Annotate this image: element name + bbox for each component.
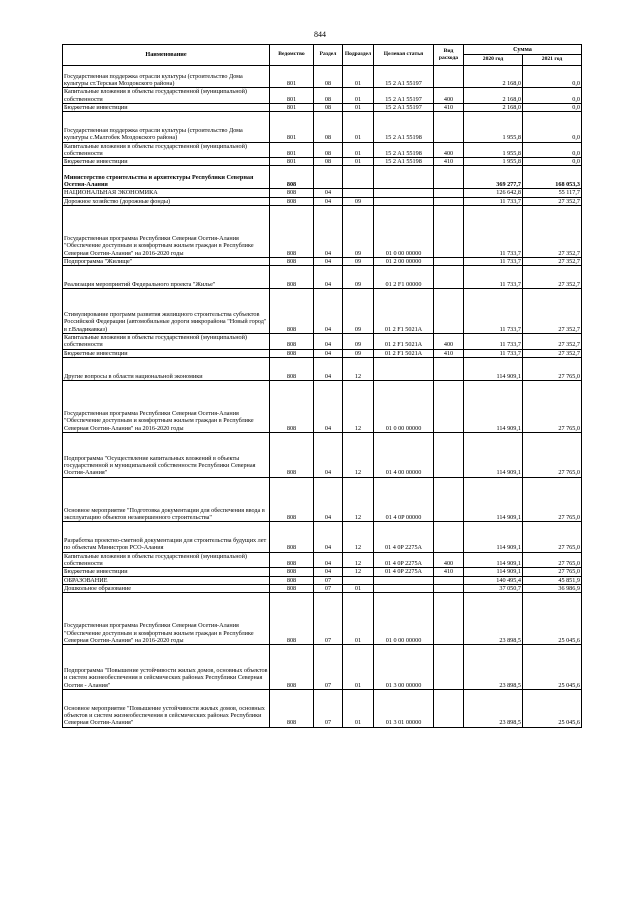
cell-expense-type — [434, 65, 464, 88]
cell-ministry: 808 — [270, 584, 314, 592]
cell-expense-type — [434, 690, 464, 728]
cell-ministry: 808 — [270, 477, 314, 522]
cell-name: Бюджетные инвестиции — [63, 104, 270, 112]
cell-expense-type — [434, 166, 464, 189]
table-row — [63, 645, 582, 690]
cell-name: Бюджетные инвестиции — [63, 349, 270, 357]
cell-subsection: 09 — [343, 258, 374, 266]
cell-target-article: 01 2 F1 5021A — [374, 334, 434, 350]
cell-target-article: 15 2 A1 55198 — [374, 142, 434, 158]
cell-sum-2021: 25 045,6 — [523, 690, 582, 728]
cell-target-article: 01 4 0P 2275A — [374, 568, 434, 576]
cell-ministry: 808 — [270, 380, 314, 432]
cell-subsection: 09 — [343, 334, 374, 350]
cell-target-article: 15 2 A1 55197 — [374, 88, 434, 104]
cell-name: Дорожное хозяйство (дорожные фонды) — [63, 197, 270, 205]
cell-ministry: 808 — [270, 349, 314, 357]
cell-sum-2021: 45 851,9 — [523, 576, 582, 584]
cell-ministry: 801 — [270, 65, 314, 88]
cell-section: 04 — [314, 432, 343, 477]
cell-name: Государственная поддержка отрасли культуры (строительство Дома культуры с.Малгобек Моздокского района) — [63, 112, 270, 142]
cell-sum-2021: 36 986,9 — [523, 584, 582, 592]
cell-ministry: 808 — [270, 645, 314, 690]
cell-target-article: 01 2 F1 5021A — [374, 349, 434, 357]
cell-expense-type: 410 — [434, 349, 464, 357]
cell-expense-type: 400 — [434, 334, 464, 350]
table-row — [63, 158, 582, 166]
cell-ministry: 808 — [270, 166, 314, 189]
header-subsection: Подраздел — [343, 45, 374, 66]
cell-sum-2020: 11 733,7 — [464, 258, 523, 266]
cell-name: Реализация мероприятий Федерального проекта "Жилье" — [63, 266, 270, 289]
cell-section: 07 — [314, 584, 343, 592]
cell-ministry: 808 — [270, 205, 314, 257]
cell-subsection: 09 — [343, 205, 374, 257]
cell-ministry: 808 — [270, 593, 314, 645]
cell-section: 08 — [314, 112, 343, 142]
cell-ministry: 808 — [270, 258, 314, 266]
cell-sum-2021: 27 352,7 — [523, 197, 582, 205]
cell-ministry: 808 — [270, 334, 314, 350]
cell-sum-2020: 140 495,4 — [464, 576, 523, 584]
cell-section — [314, 166, 343, 189]
cell-sum-2020: 11 733,7 — [464, 197, 523, 205]
cell-expense-type — [434, 432, 464, 477]
cell-ministry: 808 — [270, 432, 314, 477]
cell-sum-2020: 23 898,5 — [464, 645, 523, 690]
cell-expense-type — [434, 205, 464, 257]
cell-sum-2020: 1 955,8 — [464, 142, 523, 158]
cell-name: Основное мероприятие "Подготовка документации для обеспечения ввода в эксплуатацию объектов незавершенного строительства" — [63, 477, 270, 522]
cell-sum-2021: 168 053,3 — [523, 166, 582, 189]
cell-sum-2020: 114 909,1 — [464, 552, 523, 568]
table-row — [63, 552, 582, 568]
header-sum: Сумма — [464, 45, 582, 55]
cell-sum-2021: 27 765,0 — [523, 522, 582, 552]
table-row — [63, 357, 582, 380]
cell-sum-2021: 27 352,7 — [523, 205, 582, 257]
cell-name: Стимулирование программ развития жилищного строительства субъектов Российской Федерации (автомобильные дороги микрорайона "Новый город" в г.Владикавказ) — [63, 289, 270, 334]
cell-sum-2021: 27 352,7 — [523, 266, 582, 289]
cell-expense-type: 400 — [434, 552, 464, 568]
cell-section: 04 — [314, 289, 343, 334]
cell-target-article: 01 3 01 00000 — [374, 690, 434, 728]
table-row — [63, 166, 582, 189]
cell-section: 07 — [314, 690, 343, 728]
table-row — [63, 112, 582, 142]
cell-target-article — [374, 189, 434, 197]
cell-sum-2021: 0,0 — [523, 65, 582, 88]
cell-section: 04 — [314, 266, 343, 289]
cell-ministry: 801 — [270, 104, 314, 112]
cell-name: Подпрограмма "Жилище" — [63, 258, 270, 266]
cell-sum-2020: 2 168,0 — [464, 104, 523, 112]
cell-subsection: 01 — [343, 104, 374, 112]
cell-subsection: 01 — [343, 645, 374, 690]
cell-name: Капитальные вложения в объекты государственной (муниципальной) собственности — [63, 142, 270, 158]
cell-subsection: 01 — [343, 65, 374, 88]
cell-target-article: 01 4 0P 00000 — [374, 477, 434, 522]
cell-sum-2021: 27 765,0 — [523, 552, 582, 568]
cell-sum-2020: 369 277,7 — [464, 166, 523, 189]
cell-subsection: 12 — [343, 432, 374, 477]
cell-name: Государственная поддержка отрасли культуры (строительство Дома культуры ст.Терская Моздокского района) — [63, 65, 270, 88]
cell-ministry: 808 — [270, 266, 314, 289]
table-row — [63, 380, 582, 432]
header-target-article: Целевая статья — [374, 45, 434, 66]
budget-table — [62, 44, 582, 728]
cell-expense-type — [434, 380, 464, 432]
cell-sum-2020: 11 733,7 — [464, 334, 523, 350]
header-year-2020: 2020 год — [464, 55, 523, 65]
cell-target-article — [374, 197, 434, 205]
table-row — [63, 88, 582, 104]
cell-target-article: 01 0 00 00000 — [374, 593, 434, 645]
table-row — [63, 477, 582, 522]
cell-expense-type — [434, 593, 464, 645]
cell-sum-2020: 23 898,5 — [464, 593, 523, 645]
cell-sum-2020: 11 733,7 — [464, 349, 523, 357]
cell-expense-type — [434, 258, 464, 266]
cell-target-article: 15 2 A1 55197 — [374, 104, 434, 112]
cell-expense-type — [434, 197, 464, 205]
cell-sum-2021: 0,0 — [523, 88, 582, 104]
cell-expense-type — [434, 357, 464, 380]
header-year-2021: 2021 год — [523, 55, 582, 65]
cell-target-article: 01 4 0P 2275A — [374, 552, 434, 568]
cell-sum-2021: 27 352,7 — [523, 258, 582, 266]
cell-target-article: 01 0 00 00000 — [374, 380, 434, 432]
cell-target-article: 01 2 F1 00000 — [374, 266, 434, 289]
cell-target-article: 01 4 00 00000 — [374, 432, 434, 477]
table-row — [63, 197, 582, 205]
cell-ministry: 801 — [270, 112, 314, 142]
cell-ministry: 801 — [270, 142, 314, 158]
cell-name: Дошкольное образование — [63, 584, 270, 592]
cell-name: Подпрограмма "Повышение устойчивости жилых домов, основных объектов и систем жизнеобеспечения в сейсмических районах Республики Северная Осетия - Алания" — [63, 645, 270, 690]
cell-subsection: 12 — [343, 477, 374, 522]
cell-section: 08 — [314, 104, 343, 112]
cell-name: Государственная программа Республики Северная Осетия-Алания "Обеспечение доступным и комфортным жильем граждан в Республике Северная Осетия-Алания" на 2016-2020 годы — [63, 593, 270, 645]
cell-sum-2020: 11 733,7 — [464, 266, 523, 289]
cell-expense-type: 400 — [434, 142, 464, 158]
table-row — [63, 289, 582, 334]
table-row — [63, 349, 582, 357]
cell-sum-2020: 114 909,1 — [464, 568, 523, 576]
cell-expense-type — [434, 522, 464, 552]
cell-sum-2020: 11 733,7 — [464, 205, 523, 257]
cell-sum-2021: 25 045,6 — [523, 593, 582, 645]
table-row — [63, 266, 582, 289]
cell-expense-type: 410 — [434, 104, 464, 112]
cell-ministry: 808 — [270, 357, 314, 380]
cell-sum-2021: 27 765,0 — [523, 568, 582, 576]
cell-name: Основное мероприятие "Повышение устойчивости жилых домов, основных объектов и систем жизнеобеспечения в сейсмических районах Республики Северная Осетия-Алания" — [63, 690, 270, 728]
cell-subsection: 09 — [343, 349, 374, 357]
cell-section: 04 — [314, 197, 343, 205]
cell-sum-2021: 27 352,7 — [523, 334, 582, 350]
cell-target-article: 01 0 00 00000 — [374, 205, 434, 257]
cell-section: 08 — [314, 142, 343, 158]
header-name: Наименование — [63, 45, 270, 66]
cell-sum-2021: 25 045,6 — [523, 645, 582, 690]
cell-subsection: 01 — [343, 112, 374, 142]
cell-expense-type — [434, 645, 464, 690]
cell-section: 04 — [314, 568, 343, 576]
cell-ministry: 801 — [270, 158, 314, 166]
cell-sum-2021: 0,0 — [523, 158, 582, 166]
cell-target-article — [374, 357, 434, 380]
cell-name: Капитальные вложения в объекты государственной (муниципальной) собственности — [63, 334, 270, 350]
table-row — [63, 65, 582, 88]
cell-subsection: 12 — [343, 552, 374, 568]
cell-name: НАЦИОНАЛЬНАЯ ЭКОНОМИКА — [63, 189, 270, 197]
cell-expense-type — [434, 576, 464, 584]
cell-sum-2020: 126 642,8 — [464, 189, 523, 197]
cell-target-article — [374, 584, 434, 592]
cell-target-article — [374, 166, 434, 189]
cell-sum-2020: 1 955,8 — [464, 112, 523, 142]
cell-ministry: 808 — [270, 522, 314, 552]
cell-section: 04 — [314, 189, 343, 197]
cell-sum-2021: 27 765,0 — [523, 477, 582, 522]
cell-sum-2020: 114 909,1 — [464, 380, 523, 432]
table-row — [63, 584, 582, 592]
cell-subsection: 01 — [343, 593, 374, 645]
cell-target-article: 01 2 F1 5021A — [374, 289, 434, 334]
table-row — [63, 568, 582, 576]
cell-sum-2020: 2 168,0 — [464, 88, 523, 104]
cell-subsection: 09 — [343, 289, 374, 334]
cell-sum-2020: 114 909,1 — [464, 477, 523, 522]
cell-target-article: 01 3 00 00000 — [374, 645, 434, 690]
cell-sum-2020: 114 909,1 — [464, 522, 523, 552]
cell-section: 04 — [314, 334, 343, 350]
cell-target-article — [374, 576, 434, 584]
cell-sum-2020: 23 898,5 — [464, 690, 523, 728]
cell-subsection: 01 — [343, 158, 374, 166]
cell-sum-2020: 114 909,1 — [464, 357, 523, 380]
cell-name: Государственная программа Республики Северная Осетия-Алания "Обеспечение доступным и комфортным жильем граждан в Республике Северная Осетия-Алания" на 2016-2020 годы — [63, 205, 270, 257]
cell-subsection: 01 — [343, 584, 374, 592]
cell-section: 04 — [314, 258, 343, 266]
cell-target-article: 15 2 A1 55198 — [374, 158, 434, 166]
cell-name: Государственная программа Республики Северная Осетия-Алания "Обеспечение доступным и комфортным жильем граждан в Республике Северная Осетия-Алания" на 2016-2020 годы — [63, 380, 270, 432]
cell-section: 04 — [314, 349, 343, 357]
cell-target-article: 15 2 A1 55197 — [374, 65, 434, 88]
cell-ministry: 808 — [270, 690, 314, 728]
cell-ministry: 808 — [270, 289, 314, 334]
cell-subsection: 01 — [343, 690, 374, 728]
cell-expense-type — [434, 584, 464, 592]
cell-section: 07 — [314, 576, 343, 584]
cell-name: Другие вопросы в области национальной экономики — [63, 357, 270, 380]
cell-expense-type — [434, 189, 464, 197]
cell-section: 04 — [314, 380, 343, 432]
cell-expense-type: 410 — [434, 568, 464, 576]
cell-subsection: 12 — [343, 380, 374, 432]
table-row — [63, 189, 582, 197]
cell-name: Подпрограмма "Осуществление капитальных вложений в объекты государственной и муниципальной собственности Республики Северная Осетия-Алания" — [63, 432, 270, 477]
cell-sum-2021: 0,0 — [523, 104, 582, 112]
cell-expense-type — [434, 289, 464, 334]
table-body — [63, 65, 582, 727]
cell-name: Министерство строительства и архитектуры Республики Северная Осетия-Алания — [63, 166, 270, 189]
cell-section: 04 — [314, 205, 343, 257]
cell-name: Разработка проектно-сметной документации для строительства будущих лет по объектам Министров РСО-Алания — [63, 522, 270, 552]
header-section: Раздел — [314, 45, 343, 66]
cell-name: ОБРАЗОВАНИЕ — [63, 576, 270, 584]
table-row — [63, 104, 582, 112]
cell-section: 04 — [314, 357, 343, 380]
cell-name: Бюджетные инвестиции — [63, 568, 270, 576]
cell-expense-type — [434, 112, 464, 142]
cell-sum-2021: 0,0 — [523, 112, 582, 142]
cell-subsection: 01 — [343, 88, 374, 104]
cell-ministry: 808 — [270, 576, 314, 584]
cell-section: 08 — [314, 88, 343, 104]
cell-section: 07 — [314, 593, 343, 645]
table-row — [63, 593, 582, 645]
header-expense-type: Вид расхода — [434, 45, 464, 66]
cell-section: 04 — [314, 522, 343, 552]
cell-sum-2021: 27 765,0 — [523, 357, 582, 380]
cell-sum-2021: 0,0 — [523, 142, 582, 158]
cell-sum-2020: 2 168,0 — [464, 65, 523, 88]
cell-target-article: 01 4 0P 2275A — [374, 522, 434, 552]
header-ministry: Ведомство — [270, 45, 314, 66]
cell-target-article: 15 2 A1 55198 — [374, 112, 434, 142]
cell-expense-type: 400 — [434, 88, 464, 104]
cell-expense-type — [434, 266, 464, 289]
table-row — [63, 334, 582, 350]
cell-sum-2021: 27 765,0 — [523, 432, 582, 477]
cell-ministry: 808 — [270, 552, 314, 568]
cell-section: 08 — [314, 158, 343, 166]
table-row — [63, 142, 582, 158]
cell-expense-type: 410 — [434, 158, 464, 166]
table-row — [63, 432, 582, 477]
cell-sum-2021: 27 352,7 — [523, 289, 582, 334]
cell-ministry: 808 — [270, 568, 314, 576]
cell-section: 04 — [314, 552, 343, 568]
cell-name: Капитальные вложения в объекты государственной (муниципальной) собственности — [63, 552, 270, 568]
cell-sum-2021: 27 765,0 — [523, 380, 582, 432]
cell-sum-2021: 55 117,7 — [523, 189, 582, 197]
cell-name: Бюджетные инвестиции — [63, 158, 270, 166]
cell-name: Капитальные вложения в объекты государственной (муниципальной) собственности — [63, 88, 270, 104]
cell-sum-2021: 27 352,7 — [523, 349, 582, 357]
table-row — [63, 576, 582, 584]
cell-ministry: 801 — [270, 88, 314, 104]
table-row — [63, 258, 582, 266]
cell-subsection: 12 — [343, 357, 374, 380]
cell-subsection: 09 — [343, 266, 374, 289]
cell-subsection — [343, 166, 374, 189]
cell-sum-2020: 37 050,7 — [464, 584, 523, 592]
cell-subsection: 09 — [343, 197, 374, 205]
cell-subsection: 01 — [343, 142, 374, 158]
cell-sum-2020: 114 909,1 — [464, 432, 523, 477]
cell-subsection — [343, 189, 374, 197]
cell-target-article: 01 2 00 00000 — [374, 258, 434, 266]
table-row — [63, 522, 582, 552]
cell-section: 04 — [314, 477, 343, 522]
cell-ministry: 808 — [270, 189, 314, 197]
cell-sum-2020: 11 733,7 — [464, 289, 523, 334]
cell-subsection — [343, 576, 374, 584]
cell-subsection: 12 — [343, 568, 374, 576]
cell-expense-type — [434, 477, 464, 522]
cell-sum-2020: 1 955,8 — [464, 158, 523, 166]
page-number: 844 — [314, 30, 326, 39]
cell-section: 08 — [314, 65, 343, 88]
cell-subsection: 12 — [343, 522, 374, 552]
table-row — [63, 205, 582, 257]
cell-ministry: 808 — [270, 197, 314, 205]
table-row — [63, 690, 582, 728]
cell-section: 07 — [314, 645, 343, 690]
